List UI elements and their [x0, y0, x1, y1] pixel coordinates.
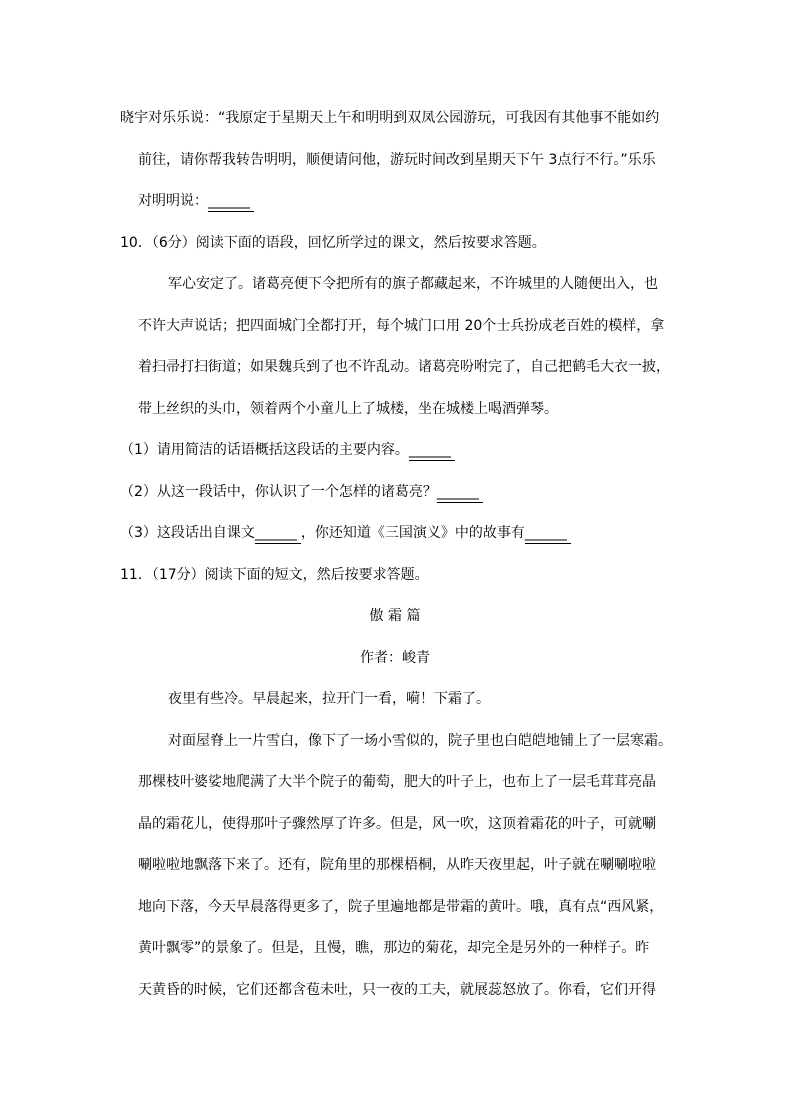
q10-passage-line-4: 带上丝织的头巾，领着两个小童儿上了城楼，坐在城楼上喝酒弹琴。: [138, 401, 558, 417]
q10-sub1: [120, 440, 455, 461]
q11-title: 傲 霜 篇: [369, 608, 421, 624]
q11-para-1: 夜里有些冷。早晨起来，拉开门一看，嗬！下霜了。: [168, 691, 490, 707]
q10-sub2: [120, 482, 483, 503]
q10-sub3-text-b: ，你还知道《三国演义》中的故事有: [300, 525, 525, 541]
q10-header: 10．（6分）阅读下面的语段，回忆所学过的课文，然后按要求答题。: [120, 235, 546, 251]
q10-sub3: [120, 523, 571, 544]
q11-para-2-line-1: 对面屋脊上一片雪白，像下了一场小雪似的，院子里也白皑皑地铺上了一层寒霜。: [168, 733, 672, 749]
q10-sub3-blank-2[interactable]: ______: [525, 523, 571, 544]
q10-sub1-text: （1）请用简洁的话语概括这段话的主要内容。: [120, 442, 409, 458]
intro-line-2: 前往，请你帮我转告明明，顺便请问他，游玩时间改到星期天下午 3点行不行。”乐乐: [138, 152, 656, 168]
q11-para-2-line-7: 天黄昏的时候，它们还都含苞未吐，只一夜的工夫，就展蕊怒放了。你看，它们开得: [138, 982, 656, 998]
q10-sub3-text-a: （3）这段话出自课文: [120, 525, 255, 541]
q11-author: 作者：峻青: [360, 650, 430, 666]
q11-para-2-line-6: 黄叶飘零”的景象了。但是，且慢，瞧，那边的菊花，却完全是另外的一种样子。昨: [138, 940, 650, 956]
intro-line-1: 晓宇对乐乐说：“我原定于星期天上午和明明到双凤公园游玩，可我因有其他事不能如约: [120, 110, 660, 126]
intro-line-3: [138, 191, 254, 212]
q11-para-2-line-3: 晶的霜花儿，使得那叶子骤然厚了许多。但是，风一吹，这顶着霜花的叶子，可就唰: [138, 816, 656, 832]
q10-passage-line-2: 不许大声说话；把四面城门全都打开，每个城门口用 20个士兵扮成老百姓的模样，拿: [138, 318, 665, 334]
q11-para-2-line-5: 地向下落，今天早晨落得更多了，院子里遍地都是带霜的黄叶。哦，真有点“西风紧，: [138, 899, 664, 915]
q10-sub2-text: （2）从这一段话中，你认识了一个怎样的诸葛亮？: [120, 484, 437, 500]
q10-sub2-blank[interactable]: ______: [437, 482, 483, 503]
intro-answer-blank[interactable]: ______: [208, 191, 254, 212]
intro-line-3-text: 对明明说：: [138, 193, 208, 209]
q11-para-2-line-4: 唰啦啦地飘落下来了。还有，院角里的那棵梧桐，从昨天夜里起，叶子就在唰唰啦啦: [138, 857, 656, 873]
q11-header: 11．（17分）阅读下面的短文，然后按要求答题。: [120, 567, 429, 583]
q10-sub3-blank-1[interactable]: ______: [255, 523, 301, 544]
q10-sub1-blank[interactable]: ______: [409, 440, 455, 461]
q11-para-2-line-2: 那棵枝叶婆娑地爬满了大半个院子的葡萄，肥大的叶子上，也布上了一层毛茸茸亮晶: [138, 774, 656, 790]
q10-passage-line-1: 军心安定了。诸葛亮便下令把所有的旗子都藏起来，不许城里的人随便出入，也: [168, 276, 658, 292]
q10-passage-line-3: 着扫帚打扫街道；如果魏兵到了也不许乱动。诸葛亮吩咐完了，自己把鹤毛大衣一披，: [138, 359, 670, 375]
